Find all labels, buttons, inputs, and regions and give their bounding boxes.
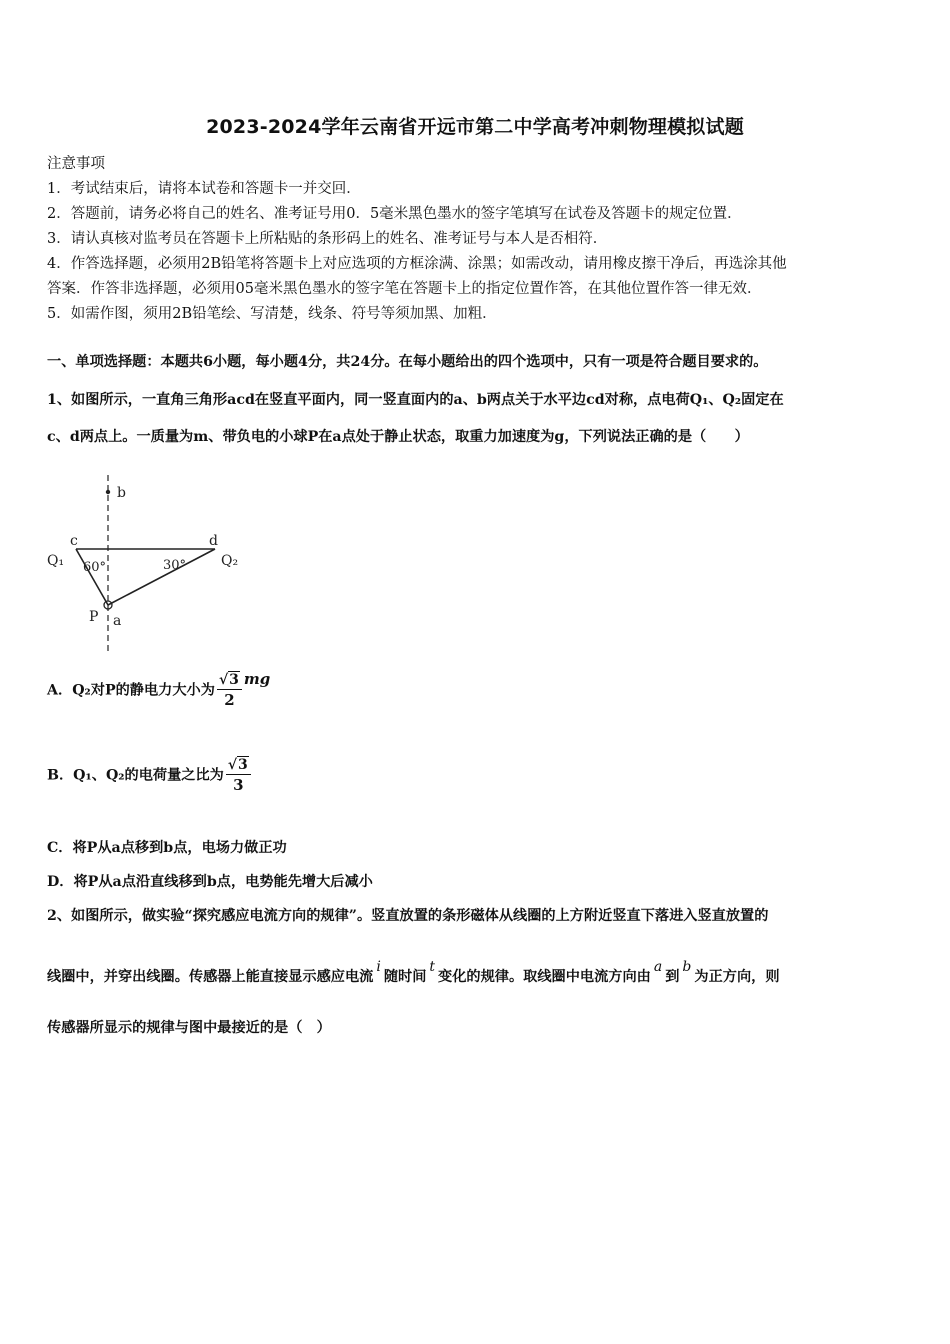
section-heading: 一、单项选择题：本题共6小题，每小题4分，共24分。在每小题给出的四个选项中，只有一项是符合题目要求的。: [47, 354, 768, 370]
var-t: t: [429, 959, 436, 975]
q2-text-e: 为正方向，则: [694, 969, 780, 985]
label-b: b: [117, 485, 126, 501]
question-1-line-2: c、d两点上。一质量为m、带负电的小球P在a点处于静止状态，取重力加速度为g，下列说法正确的是（ ）: [47, 429, 749, 445]
option-a: [47, 670, 270, 709]
q2-text-d: 到: [665, 969, 680, 985]
question-2-line-2: [47, 959, 780, 986]
option-b: [47, 755, 253, 794]
q2-text-b: 随时间: [383, 969, 427, 985]
side-da: [108, 549, 215, 605]
label-q1: Q₁: [47, 553, 65, 569]
var-b: b: [682, 959, 692, 975]
question-2-line-3: 传感器所显示的规律与图中最接近的是（ ）: [47, 1020, 331, 1036]
option-b-text: B．Q₁、Q₂的电荷量之比为: [47, 767, 224, 784]
notice-item-4: 4．作答选择题，必须用2B铅笔将答题卡上对应选项的方框涂满、涂黑；如需改动，请用橡皮擦干净后，再选涂其他: [47, 256, 787, 272]
var-i: i: [376, 959, 381, 975]
point-b: [106, 490, 110, 494]
notice-item-3: 3．请认真核对监考员在答题卡上所粘贴的条形码上的姓名、准考证号与本人是否相符．: [47, 231, 608, 247]
label-angle-60: 60°: [83, 560, 107, 575]
option-a-fraction: $\frac{√3}{2}$: [217, 670, 242, 709]
notice-heading: 注意事项: [47, 156, 105, 172]
option-d: D．将P从a点沿直线移到b点，电势能先增大后减小: [47, 874, 373, 890]
option-b-fraction: $\frac{√3}{3}$: [226, 755, 251, 794]
option-b-numerator: 3: [238, 757, 248, 773]
side-ca: [76, 549, 108, 605]
label-p: P: [89, 609, 99, 625]
triangle-diagram: [45, 475, 255, 655]
notice-item-4-cont: 答案．作答非选择题，必须用05毫米黑色墨水的签字笔在答题卡上的指定位置作答，在其他位置作答一律无效．: [47, 281, 762, 297]
option-a-text: A．Q₂对P的静电力大小为: [47, 682, 215, 699]
label-d: d: [209, 533, 218, 549]
option-a-denominator: 2: [224, 691, 235, 709]
notice-item-2: 2．答题前，请务必将自己的姓名、准考证号用0．5毫米黑色墨水的签字笔填写在试卷及答题卡的规定位置．: [47, 206, 742, 222]
q2-text-c: 变化的规律。取线圈中电流方向由: [438, 969, 651, 985]
option-a-unit: mg: [243, 669, 271, 688]
option-b-denominator: 3: [233, 776, 244, 794]
notice-item-5: 5．如需作图，须用2B铅笔绘、写清楚，线条、符号等须加黑、加粗．: [47, 306, 497, 322]
page-title: 2023-2024学年云南省开远市第二中学高考冲刺物理模拟试题: [206, 116, 744, 138]
question-2-line-1: 2、如图所示，做实验“探究感应电流方向的规律”。竖直放置的条形磁体从线圈的上方附近竖直下落进入竖直放置的: [47, 908, 769, 924]
label-angle-30: 30°: [163, 558, 187, 573]
question-1-line-1: 1、如图所示，一直角三角形acd在竖直平面内，同一竖直面内的a、b两点关于水平边cd对称，点电荷Q₁、Q₂固定在: [47, 392, 784, 408]
label-q2: Q₂: [221, 553, 239, 569]
label-a: a: [113, 613, 122, 629]
option-a-numerator: 3: [229, 672, 239, 688]
notice-item-1: 1．考试结束后，请将本试卷和答题卡一并交回．: [47, 181, 361, 197]
var-a: a: [653, 959, 663, 975]
q2-text-a: 线圈中，并穿出线圈。传感器上能直接显示感应电流: [47, 969, 374, 985]
label-c: c: [70, 533, 78, 549]
option-c: C．将P从a点移到b点，电场力做正功: [47, 840, 287, 856]
